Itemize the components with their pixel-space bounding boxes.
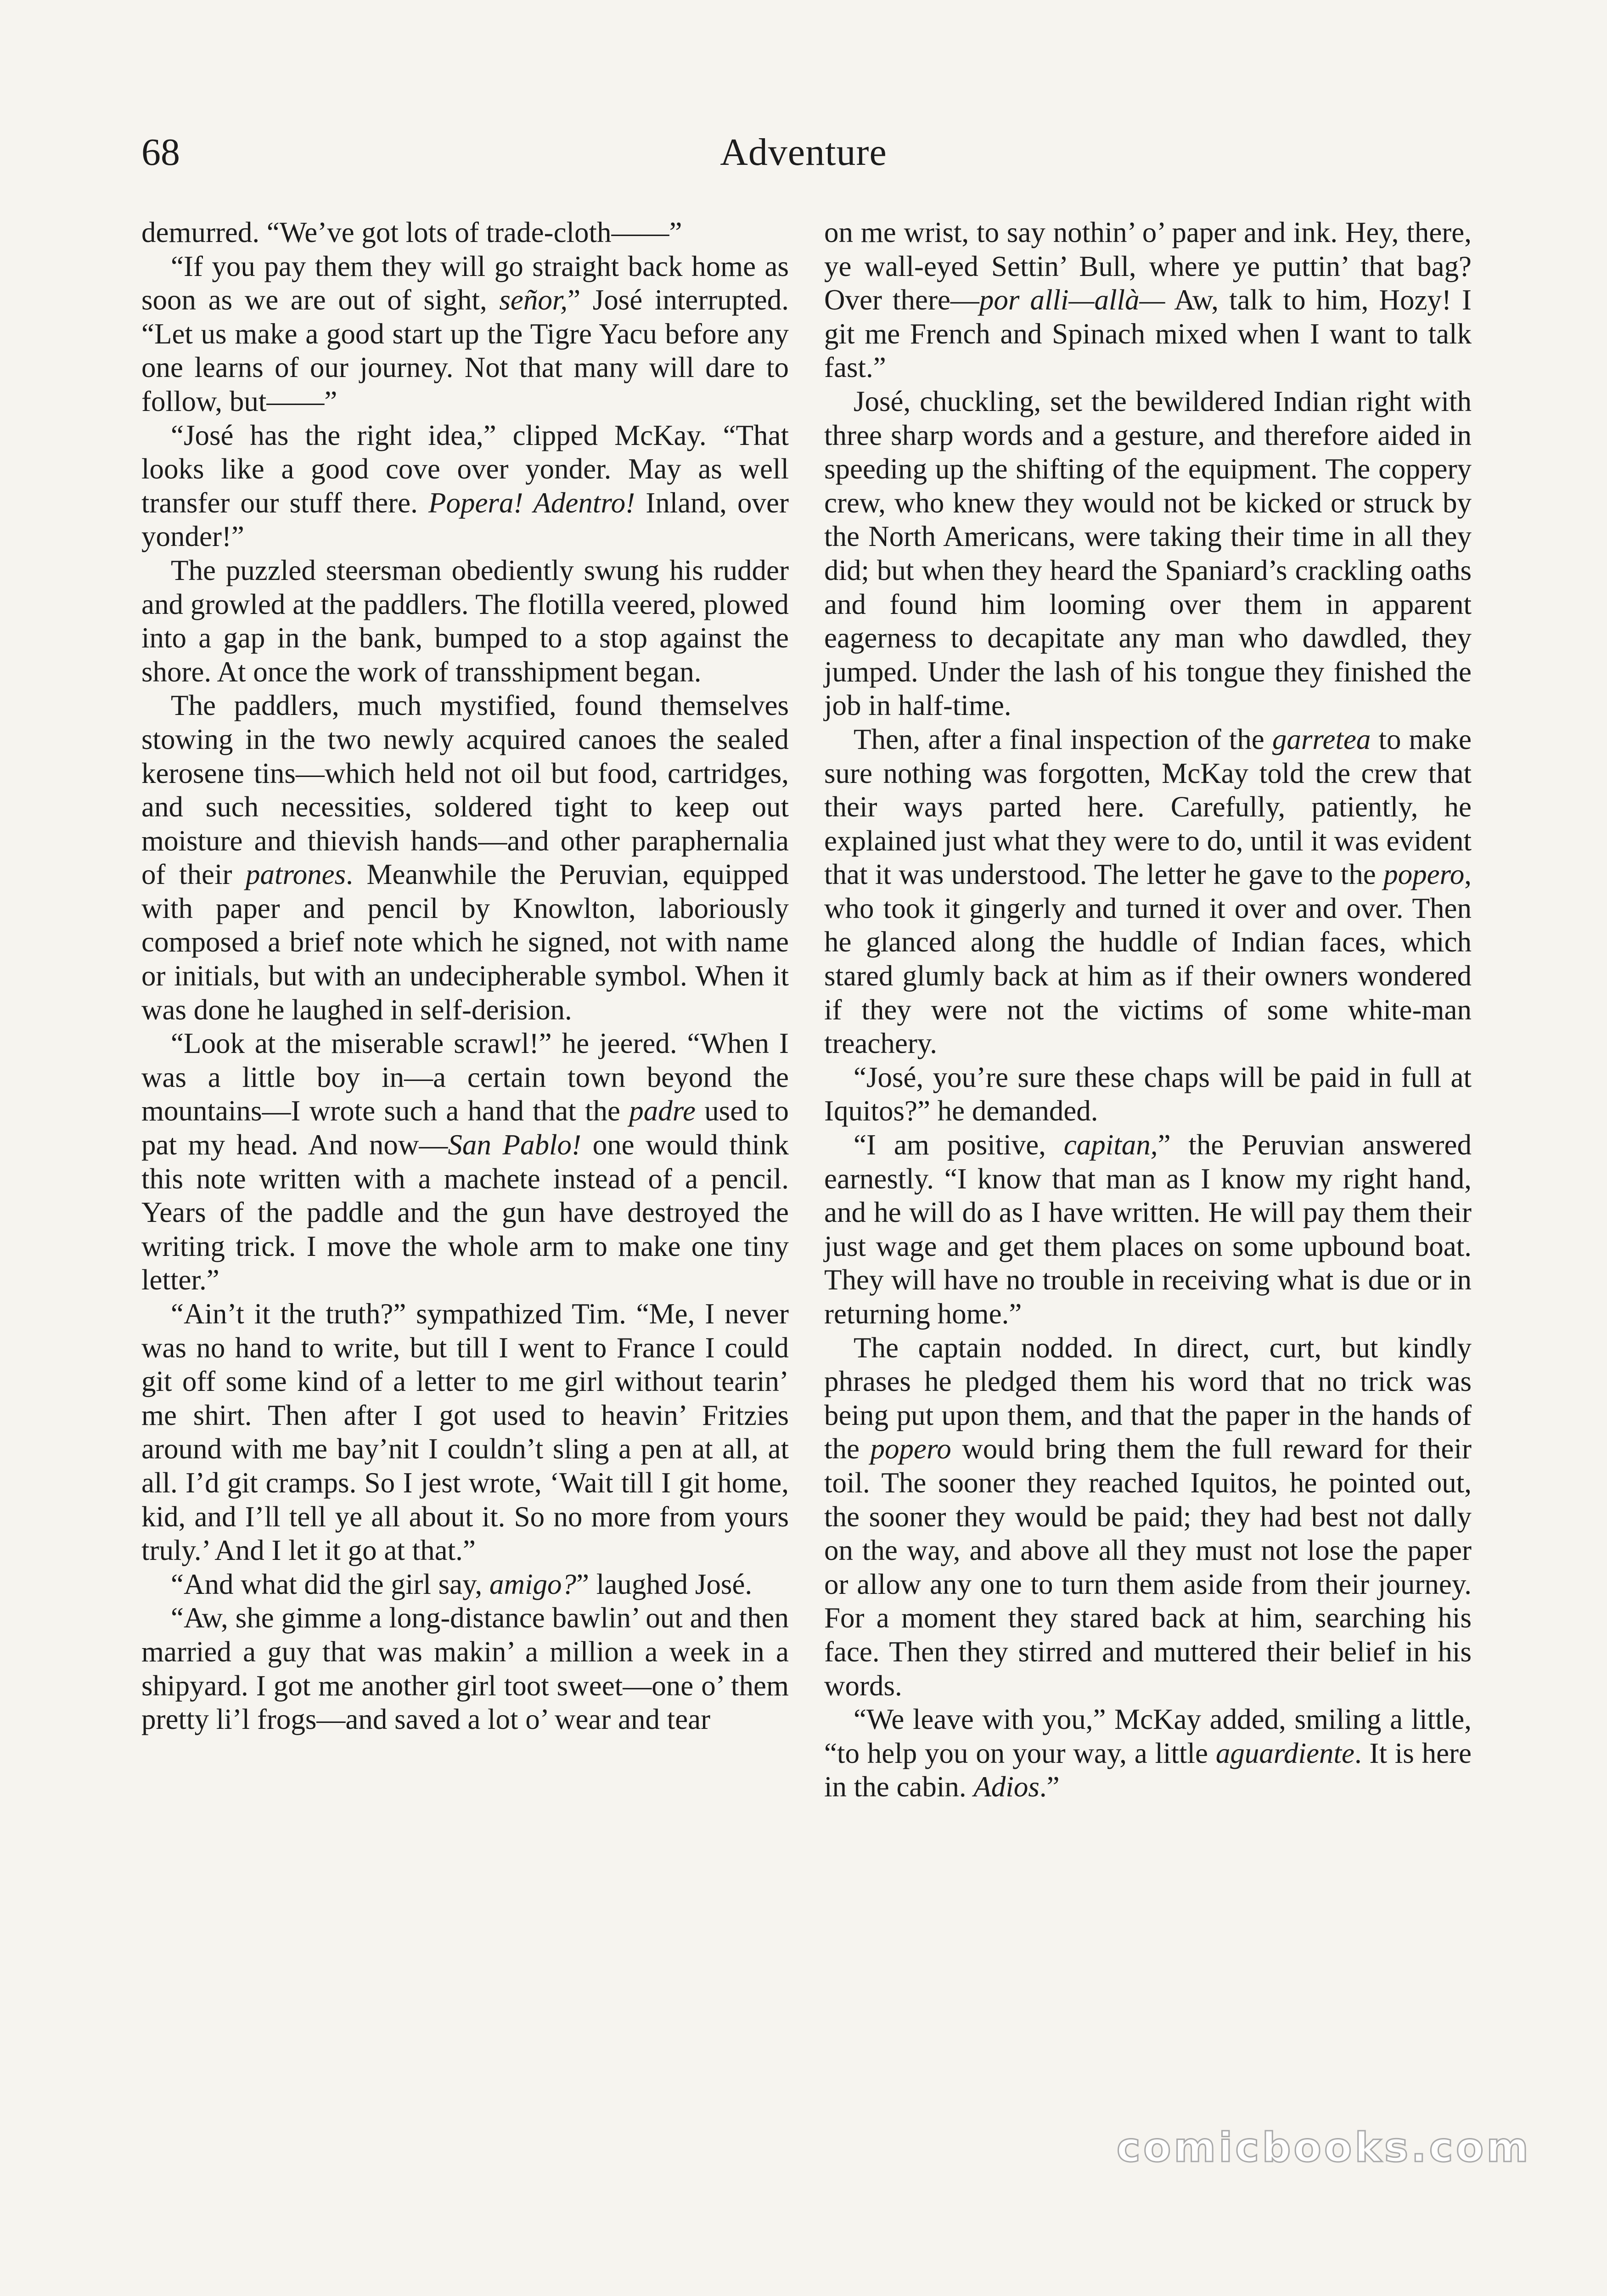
paragraph: The paddlers, much mystified, found themselves stowing in the two newly acquired canoes the sealed kerosene tins—which held not oil but food, cartridges, and such necessities, soldered tight to keep out moisture and thievish hands—and other paraphernalia of their patrones. Meanwhile the Peruvian, equipped with paper and pencil by Knowlton, laboriously composed a brief note which he signed, not with name or initials, but with an undecipherable symbol. When it was done he laughed in self-derision. [141,689,789,1026]
paragraph: “Aw, she gimme a long-distance bawlin’ out and then married a guy that was makin’ a million a week in a shipyard. I got me another girl toot sweet—one o’ them pretty li’l frogs—and saved a lot o’ wear and tear [141,1602,789,1736]
running-title: Adventure [720,131,887,174]
paragraph: José, chuckling, set the bewildered Indian right with three sharp words and a gesture, and therefore aided in speeding up the shifting of the equipment. The coppery crew, who knew they would not be kicked or struck by the North Americans, were taking their time in all they did; but when they heard the Spaniard’s crackling oaths and found him looming over them in apparent eagerness to decapitate any man who dawdled, they jumped. Under the lash of his tongue they finished the job in half-time. [824,385,1472,722]
italic-phrase: popero [1383,858,1465,891]
italic-phrase: amigo? [489,1568,577,1600]
paragraph: “Look at the miserable scrawl!” he jeered. “When I was a little boy in—a certain town beyond the mountains—I wrote such a hand that the padre used to pat my head. And now—San Pablo! one would think this note written with a machete instead of a pencil. Years of the paddle and the gun have destroyed the writing trick. I move the whole arm to make one tiny letter.” [141,1027,789,1296]
italic-phrase: popero [870,1433,951,1465]
italic-phrase: patrones [245,858,346,891]
italic-phrase: Adios [973,1771,1039,1803]
left-column [141,216,789,1737]
italic-phrase: aguardiente [1215,1737,1354,1769]
paragraph: “And what did the girl say, amigo?” laughed José. [171,1568,753,1600]
italic-phrase: señor, [499,284,568,316]
paragraph: “Ain’t it the truth?” sympathized Tim. “Me, I never was no hand to write, but till I went to France I could git off some kind of a letter to me girl without tearin’ me shirt. Then after I got used to heavin’ Fritzies around with me bay’nit I couldn’t sling a pen at all, at all. I’d git cramps. So I jest wrote, ‘Wait till I git home, kid, and I’ll tell ye all about it. So no more from yours truly.’ And I let it go at that.” [141,1298,789,1567]
paragraph: “If you pay them they will go straight back home as soon as we are out of sight, señor,” José interrupted. “Let us make a good start up the Tigre Yacu before any one learns of our journey. Not that many will dare to follow, but——” [141,250,789,417]
paragraph: on me wrist, to say nothin’ o’ paper and ink. Hey, there, ye wall-eyed Settin’ Bull, where ye puttin’ that bag? Over there—por alli—allà— Aw, talk to him, Hozy! I git me French and Spinach mixed when I want to talk fast.” [824,216,1472,384]
paragraph: Then, after a final inspection of the garretea to make sure nothing was forgotten, McKay told the crew that their ways parted here. Carefully, patiently, he explained just what they were to do, until it was evident that it was understood. The letter he gave to the popero, who took it gingerly and turned it over and over. Then he glanced along the huddle of Indian faces, which stared glumly back at him as if their owners wondered if they were not the victims of some white-man treachery. [824,723,1472,1060]
paragraph: “José has the right idea,” clipped McKay. “That looks like a good cove over yonder. May as well transfer our stuff there. Popera! Adentro! Inland, over yonder!” [141,419,789,553]
site-watermark: comicbooks.com [1116,2124,1531,2171]
italic-phrase: por alli—allà— [979,284,1165,316]
paragraph: “I am positive, capitan,” the Peruvian answered earnestly. “I know that man as I know my right hand, and he will do as I have written. He will pay them their just wage and get them places on some upbound boat. They will have no trouble in receiving what is due or in returning home.” [824,1129,1472,1330]
right-column [824,216,1472,1804]
italic-phrase: capitan, [1063,1129,1158,1161]
italic-phrase: San Pablo! [448,1129,581,1161]
page-number: 68 [141,131,180,174]
paragraph: The captain nodded. In direct, curt, but kindly phrases he pledged them his word that no trick was being put upon them, and that the paper in the hands of the popero would bring them the full reward for their toil. The sooner they reached Iquitos, he pointed out, the sooner they would be paid; they had best not dally on the way, and above all they must not lose the paper or allow any one to turn them aside from their journey. For a moment they stared back at him, searching his face. Then they stirred and muttered their belief in his words. [824,1331,1472,1702]
paragraph: “José, you’re sure these chaps will be paid in full at Iquitos?” he demanded. [824,1061,1472,1127]
italic-phrase: padre [629,1095,696,1127]
paragraph: demurred. “We’ve got lots of trade-cloth——” [141,216,682,248]
italic-phrase: Popera! Adentro! [428,486,635,519]
paragraph: The puzzled steersman obediently swung his rudder and growled at the paddlers. The flotilla veered, plowed into a gap in the bank, bumped to a stop against the shore. At once the work of transshipment began. [141,554,789,688]
paragraph: “We leave with you,” McKay added, smiling a little, “to help you on your way, a little aguardiente. It is here in the cabin. Adios.” [824,1703,1472,1803]
italic-phrase: garretea [1272,723,1371,755]
